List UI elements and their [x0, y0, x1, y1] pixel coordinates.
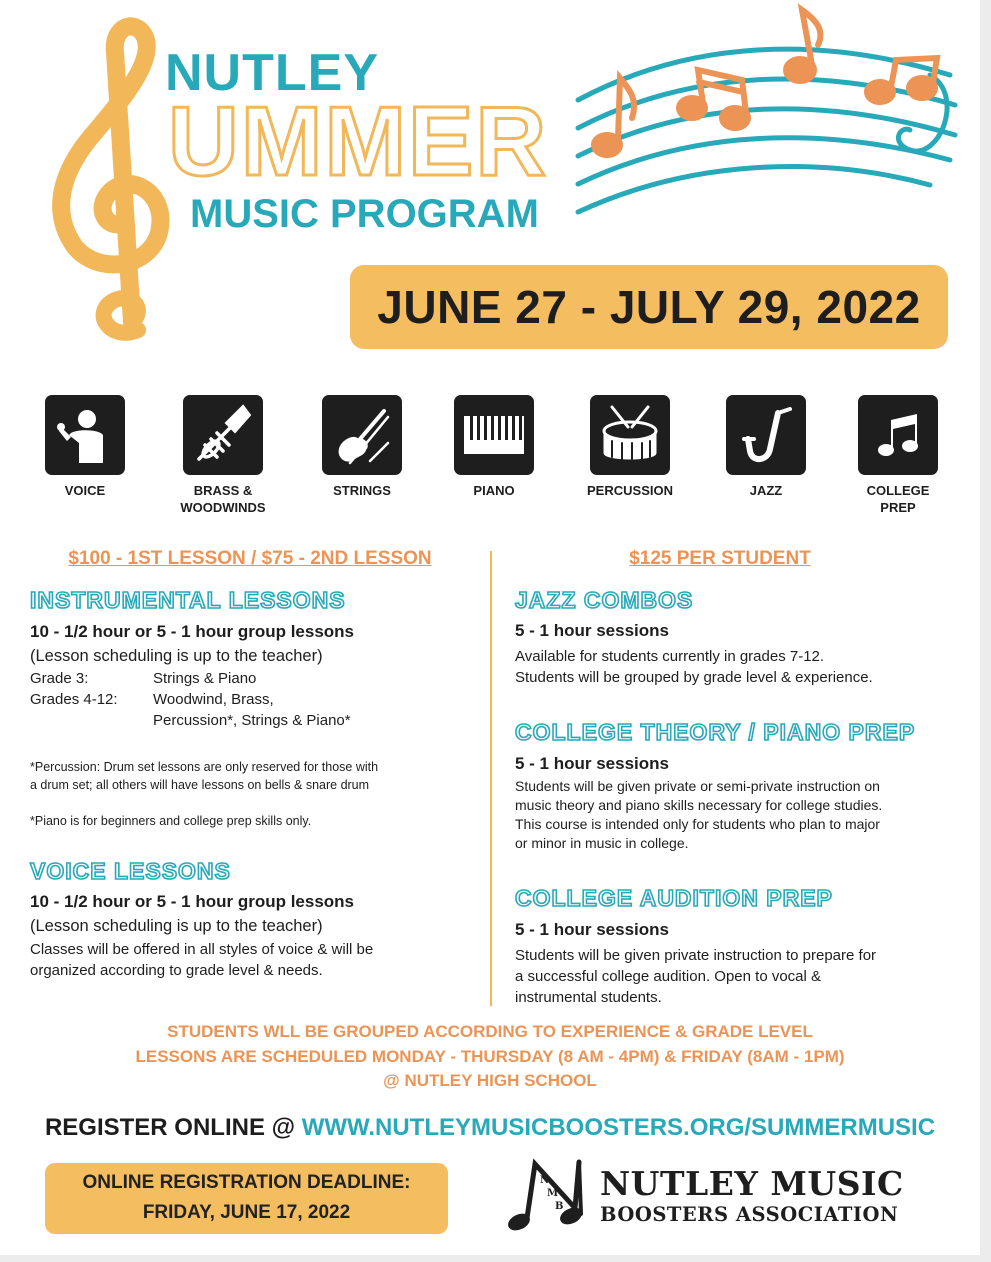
register-line	[0, 1114, 980, 1142]
trumpet-icon	[183, 395, 263, 475]
theory-sessions: 5 - 1 hour sessions	[515, 754, 669, 773]
voice-desc-1: Classes will be offered in all styles of voice & will be	[30, 941, 374, 958]
percussion-note-2: a drum set; all others will have lessons on bells & snare drum	[30, 778, 370, 792]
audition-desc-1: Students will be given private instruction to prepare for	[515, 947, 877, 964]
instrumental-scheduling: (Lesson scheduling is up to the teacher)	[30, 647, 323, 665]
register-link[interactable]: WWW.NUTLEYMUSICBOOSTERS.ORG/SUMMERMUSIC	[301, 1114, 936, 1141]
label-college-prep: COLLEGE PREP	[866, 483, 930, 515]
saxophone-icon	[726, 395, 806, 475]
guitar-icon	[322, 395, 402, 475]
snare-drum-icon	[590, 395, 670, 475]
footer-line-2: LESSONS ARE SCHEDULED MONDAY - THURSDAY (8 AM - 4PM) & FRIDAY (8AM - 1PM)	[135, 1046, 845, 1066]
voice-scheduling: (Lesson scheduling is up to the teacher)	[30, 917, 323, 935]
schedule-info	[0, 1020, 980, 1094]
date-banner	[350, 265, 948, 349]
instrument-percussion	[590, 395, 670, 475]
org-name-line-2: BOOSTERS ASSOCIATION	[600, 1203, 899, 1226]
theory-desc-3: This course is intended only for students who plan to major	[515, 816, 880, 832]
nmba-logo	[505, 1158, 587, 1236]
instrument-college-prep	[858, 395, 938, 475]
theory-desc-1: Students will be given private or semi-private instruction on	[515, 778, 880, 794]
title-nutley: NUTLEY	[165, 44, 379, 102]
label-voice: VOICE	[64, 483, 106, 498]
music-staff-icon	[570, 0, 970, 240]
deadline-label: ONLINE REGISTRATION DEADLINE:	[82, 1172, 411, 1193]
piano-keys-icon	[454, 395, 534, 475]
title-summer: UMMER	[168, 86, 549, 196]
audition-sessions: 5 - 1 hour sessions	[515, 920, 669, 939]
jazz-heading: JAZZ COMBOS	[515, 587, 694, 613]
audition-heading: COLLEGE AUDITION PREP	[515, 885, 833, 911]
instrumental-sessions: 10 - 1/2 hour or 5 - 1 hour group lessons	[30, 622, 355, 641]
title-music-program: MUSIC PROGRAM	[190, 192, 539, 236]
piano-note: *Piano is for beginners and college prep skills only.	[30, 814, 312, 828]
right-price: $125 PER STUDENT	[629, 548, 811, 569]
instrument-piano	[454, 395, 534, 475]
label-jazz: JAZZ	[749, 483, 783, 498]
instrument-jazz	[726, 395, 806, 475]
grade412-value-1: Woodwind, Brass,	[153, 691, 274, 708]
theory-desc-4: or minor in music in college.	[515, 835, 689, 851]
label-percussion: PERCUSSION	[587, 483, 673, 498]
label-brass	[153, 482, 293, 516]
jazz-sessions: 5 - 1 hour sessions	[515, 621, 669, 640]
org-name-line-1: NUTLEY MUSIC	[600, 1164, 904, 1203]
theory-heading: COLLEGE THEORY / PIANO PREP	[515, 719, 916, 745]
deadline-box	[45, 1163, 448, 1234]
left-price: $100 - 1ST LESSON / $75 - 2ND LESSON	[68, 548, 432, 569]
grade412-value-2: Percussion*, Strings & Piano*	[153, 712, 351, 729]
voice-heading: VOICE LESSONS	[30, 858, 231, 884]
footer-line-1: STUDENTS WLL BE GROUPED ACCORDING TO EXPERIENCE & GRADE LEVEL	[167, 1022, 813, 1041]
singer-icon	[45, 395, 125, 475]
org-name	[600, 1166, 904, 1228]
label-piano: PIANO	[473, 483, 515, 498]
instrument-brass	[183, 395, 263, 475]
jazz-desc-1: Available for students currently in grades 7-12.	[515, 648, 825, 665]
register-prefix: REGISTER ONLINE @	[44, 1114, 302, 1141]
instrument-voice	[45, 395, 125, 475]
percussion-note-1: *Percussion: Drum set lessons are only reserved for those with	[30, 760, 379, 774]
label-brass-text: BRASS & WOODWINDS	[180, 483, 266, 515]
voice-desc-2: organized according to grade level & needs.	[30, 962, 323, 979]
instrumental-heading: INSTRUMENTAL LESSONS	[30, 587, 346, 613]
grade412-label: Grades 4-12:	[30, 691, 118, 708]
voice-sessions: 10 - 1/2 hour or 5 - 1 hour group lessons	[30, 892, 355, 911]
grade3-label: Grade 3:	[30, 670, 89, 687]
svg-text:M: M	[547, 1188, 559, 1199]
audition-desc-3: instrumental students.	[515, 989, 662, 1006]
theory-desc-2: music theory and piano skills necessary for college studies.	[515, 797, 883, 813]
jazz-desc-2: Students will be grouped by grade level & experience.	[515, 669, 873, 686]
music-note-icon	[858, 395, 938, 475]
instrument-strings	[322, 395, 402, 475]
label-strings: STRINGS	[333, 483, 391, 498]
column-divider	[490, 551, 492, 1006]
svg-text:A: A	[562, 1214, 570, 1225]
grade3-value: Strings & Piano	[153, 670, 257, 687]
svg-text:B: B	[555, 1201, 564, 1212]
footer-line-3: @ NUTLEY HIGH SCHOOL	[383, 1071, 597, 1090]
program-dates: JUNE 27 - JULY 29, 2022	[377, 281, 921, 333]
deadline-date: FRIDAY, JUNE 17, 2022	[142, 1202, 351, 1223]
audition-desc-2: a successful college audition. Open to vocal &	[515, 968, 822, 985]
svg-text:N: N	[540, 1175, 550, 1186]
